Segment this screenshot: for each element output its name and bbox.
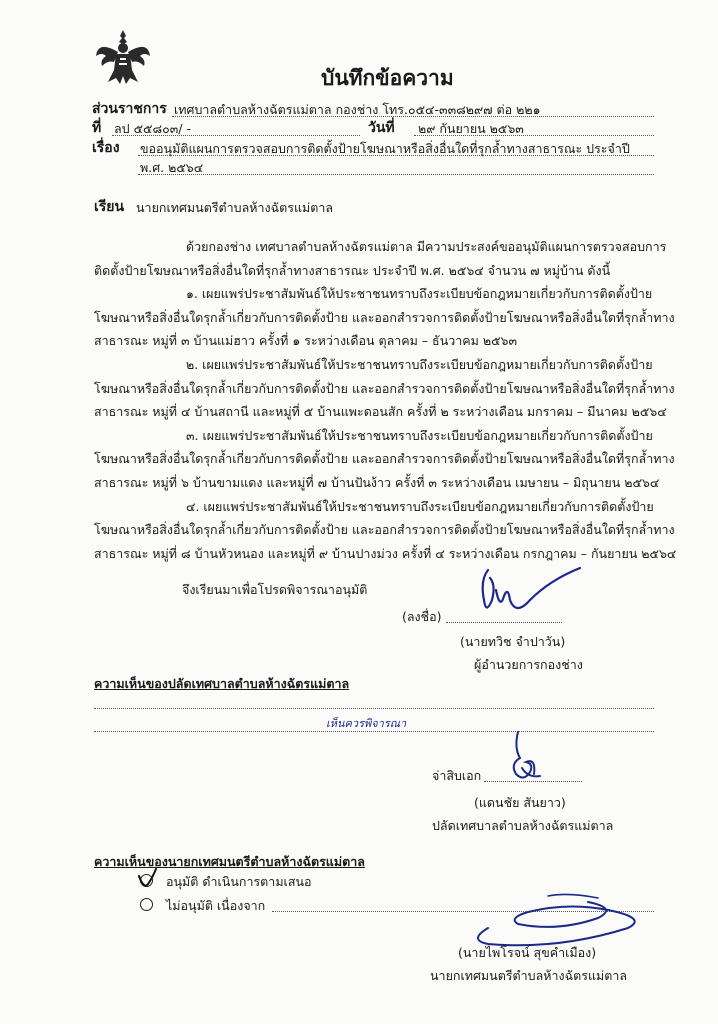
item1-line1: ๑. เผยแพร่ประชาสัมพันธ์ให้ประชาชนทราบถึงระเบียบข้อกฎหมายเกี่ยวกับการติดตั้งป้าย bbox=[186, 286, 653, 301]
item2-line1: ๒. เผยแพร่ประชาสัมพันธ์ให้ประชาชนทราบถึงระเบียบข้อกฎหมายเกี่ยวกับการติดตั้งป้าย bbox=[186, 357, 653, 372]
approve-check-mark-icon bbox=[136, 867, 158, 889]
opinion1-line1 bbox=[94, 708, 654, 709]
reject-label: ไม่อนุมัติ เนื่องจาก bbox=[166, 898, 266, 913]
item1-line3: สาธารณะ หมู่ที่ ๓ บ้านแม่ฮาว ครั้งที่ ๑ ระหว่างเดือน ตุลาคม – ธันวาคม ๒๕๖๓ bbox=[94, 333, 518, 348]
intro-line1: ด้วยกองช่าง เทศบาลตำบลห้างฉัตรแม่ตาล มีความประสงค์ขออนุมัติแผนการตรวจสอบการ bbox=[186, 239, 667, 254]
signer1-name: (นายทวิช จำปาวัน) bbox=[460, 634, 566, 649]
item3-line1: ๓. เผยแพร่ประชาสัมพันธ์ให้ประชาชนทราบถึงระเบียบข้อกฎหมายเกี่ยวกับการติดตั้งป้าย bbox=[186, 428, 653, 443]
to-value: นายกเทศมนตรีตำบลห้างฉัตรแม่ตาล bbox=[136, 200, 334, 215]
subject-line-1 bbox=[138, 155, 654, 156]
subject-line2: พ.ศ. ๒๕๖๔ bbox=[140, 160, 204, 175]
item4-line2: โฆษณาหรือสิ่งอื่นใดรุกล้ำเกี่ยวกับการติดตั้งป้าย และออกสำรวจการติดตั้งป้ายโฆษณาหรือสิ่งอื่นใดที่รุกล้ำทาง bbox=[94, 522, 675, 537]
closing-text: จึงเรียนมาเพื่อโปรดพิจารณาอนุมัติ bbox=[182, 582, 368, 597]
dept-label: ส่วนราชการ bbox=[92, 101, 167, 117]
opinion2-heading: ความเห็นของนายกเทศมนตรีตำบลห้างฉัตรแม่ตาล bbox=[94, 854, 365, 869]
item4-line3: สาธารณะ หมู่ที่ ๘ บ้านหัวหนอง และหมู่ที่ ๙ บ้านปางม่วง ครั้งที่ ๔ ระหว่างเดือน กรกฎาคม – กันยายน ๒๕๖๔ bbox=[94, 546, 677, 561]
signer1-sign-line bbox=[446, 622, 562, 623]
opinion1-sign-line bbox=[484, 781, 582, 782]
signer1-position: ผู้อำนวยการกองช่าง bbox=[474, 657, 583, 672]
date-line bbox=[414, 135, 654, 136]
opinion1-sign-label: จ่าสิบเอก bbox=[432, 768, 482, 783]
item3-line3: สาธารณะ หมู่ที่ ๖ บ้านขามแดง และหมู่ที่ ๗ บ้านปันง้าว ครั้งที่ ๓ ระหว่างเดือน เมษายน – มิถุนายน ๒๕๖๔ bbox=[94, 475, 660, 490]
opinion1-heading: ความเห็นของปลัดเทศบาลตำบลห้างฉัตรแม่ตาล bbox=[94, 676, 350, 691]
garuda-emblem-icon bbox=[94, 26, 152, 86]
subject-label: เรื่อง bbox=[92, 140, 120, 156]
ref-label: ที่ bbox=[92, 120, 102, 136]
subject-line1: ขออนุมัติแผนการตรวจสอบการติดตั้งป้ายโฆษณาหรือสิ่งอื่นใดที่รุกล้ำทางสาธารณะ ประจำปี bbox=[140, 141, 630, 156]
opinion1-position: ปลัดเทศบาลตำบลห้างฉัตรแม่ตาล bbox=[432, 818, 614, 833]
opinion1-handwritten: เห็นควรพิจารณา bbox=[326, 717, 407, 730]
subject-line-2 bbox=[138, 174, 654, 175]
date-value: ๒๙ กันยายน ๒๕๖๓ bbox=[418, 121, 524, 136]
to-label: เรียน bbox=[94, 199, 125, 215]
ref-line bbox=[112, 135, 360, 136]
item4-line1: ๔. เผยแพร่ประชาสัมพันธ์ให้ประชาชนทราบถึงระเบียบข้อกฎหมายเกี่ยวกับการติดตั้งป้าย bbox=[186, 499, 654, 514]
item1-line2: โฆษณาหรือสิ่งอื่นใดรุกล้ำเกี่ยวกับการติดตั้งป้าย และออกสำรวจการติดตั้งป้ายโฆษณาหรือสิ่งอื่นใดที่รุกล้ำทาง bbox=[94, 310, 675, 325]
opinion1-line2 bbox=[94, 731, 654, 732]
deputy-signature-icon bbox=[500, 728, 550, 788]
item3-line2: โฆษณาหรือสิ่งอื่นใดรุกล้ำเกี่ยวกับการติดตั้งป้าย และออกสำรวจการติดตั้งป้ายโฆษณาหรือสิ่งอื่นใดที่รุกล้ำทาง bbox=[94, 451, 675, 466]
reject-checkbox[interactable] bbox=[140, 898, 153, 911]
item2-line3: สาธารณะ หมู่ที่ ๔ บ้านสถานี และหมู่ที่ ๕ บ้านแพะดอนสัก ครั้งที่ ๒ ระหว่างเดือน มกราคม – มีนาคม ๒๕๖๔ bbox=[94, 404, 667, 419]
dept-line bbox=[172, 116, 654, 117]
director-signature-icon bbox=[470, 560, 600, 630]
item2-line2: โฆษณาหรือสิ่งอื่นใดรุกล้ำเกี่ยวกับการติดตั้งป้าย และออกสำรวจการติดตั้งป้ายโฆษณาหรือสิ่งอื่นใดที่รุกล้ำทาง bbox=[94, 381, 675, 396]
opinion1-name: (แดนชัย สันยาว) bbox=[474, 795, 566, 810]
opinion2-name: (นายไพโรจน์ สุขคำเมือง) bbox=[458, 945, 597, 960]
ref-value: ลป ๕๕๘๐๓/ - bbox=[114, 121, 192, 136]
memo-title: บันทึกข้อความ bbox=[321, 66, 454, 90]
date-label: วันที่ bbox=[368, 120, 395, 136]
dept-value: เทศบาลตำบลห้างฉัตรแม่ตาล กองช่าง โทร.๐๕๔-๓๓๘๒๙๗ ต่อ ๒๒๑ bbox=[174, 102, 541, 117]
opinion2-position: นายกเทศมนตรีตำบลห้างฉัตรแม่ตาล bbox=[430, 968, 628, 983]
signer1-sign-label: (ลงชื่อ) bbox=[402, 609, 442, 624]
approve-label: อนุมัติ ดำเนินการตามเสนอ bbox=[166, 874, 312, 889]
intro-line2: ติดตั้งป้ายโฆษณาหรือสิ่งอื่นใดที่รุกล้ำทางสาธารณะ ประจำปี พ.ศ. ๒๕๖๔ จำนวน ๗ หมู่บ้าน ดังนี้ bbox=[94, 263, 611, 278]
